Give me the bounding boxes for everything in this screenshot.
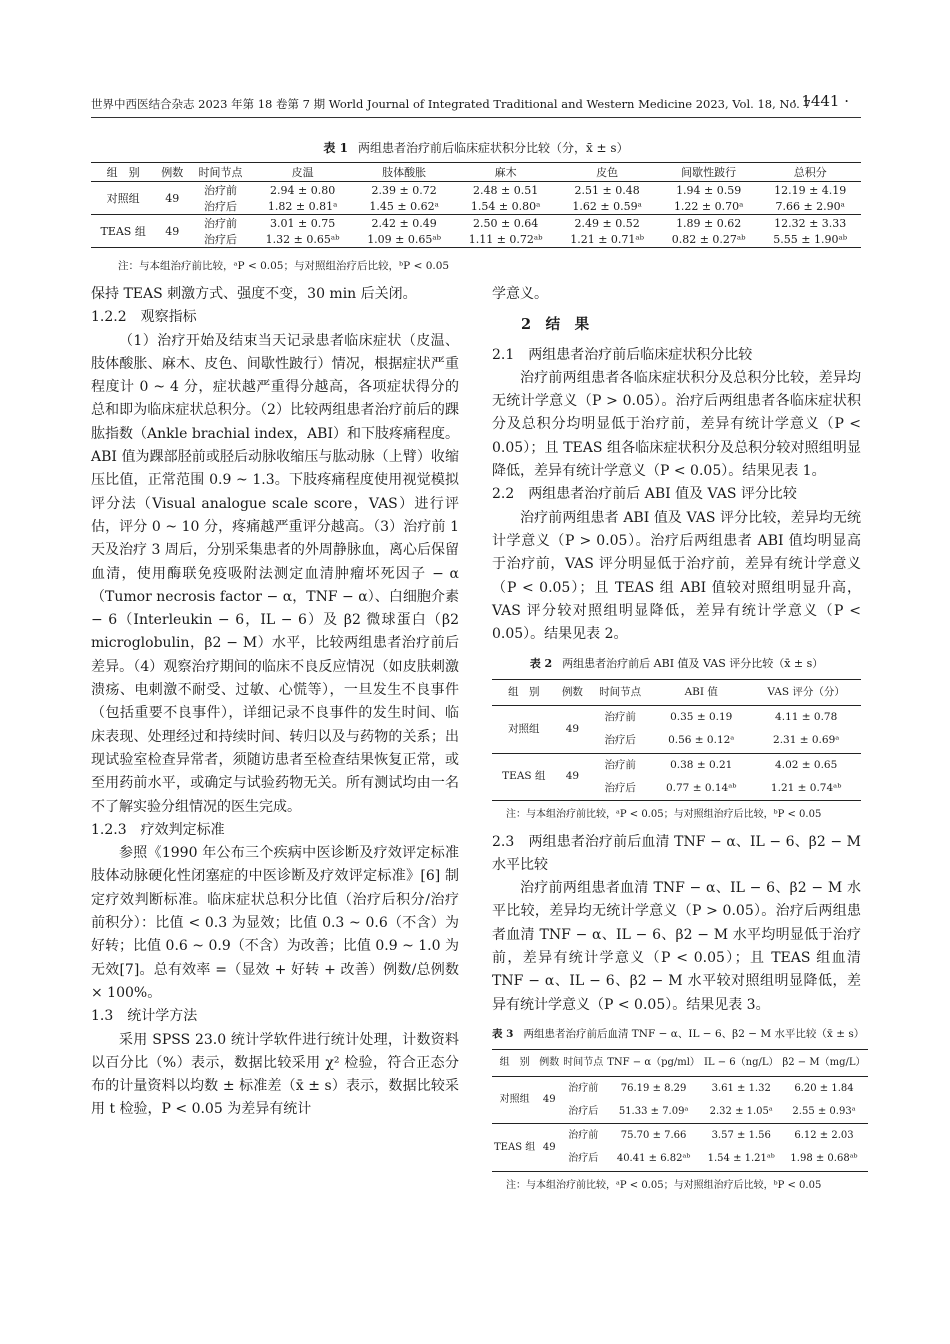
table1-note: 注：与本组治疗前比较，ᵃP < 0.05；与对照组治疗后比较，ᵇP < 0.05 [118, 260, 450, 272]
time-point: 治疗前 [568, 1130, 599, 1142]
section-heading: 1.2.3 疗效判定标准 [91, 821, 225, 838]
cell-value: 7.66 ± 2.90ᵃ [759, 198, 861, 215]
cell-value: 2.94 ± 0.80 [270, 183, 336, 197]
running-header [91, 92, 861, 118]
cell-value: 1.45 ± 0.62ᵃ [353, 198, 455, 215]
table1-header-cell: 麻木 [455, 163, 557, 182]
group-n: 49 [537, 1124, 561, 1172]
cell-value: 2.51 ± 0.48 [574, 183, 640, 197]
cell-value: 51.33 ± 7.09ᵃ [605, 1100, 702, 1124]
group-name: TEAS 组 [492, 753, 556, 801]
cell-value: 2.48 ± 0.51 [473, 183, 539, 197]
cell-value: 0.38 ± 0.21 [670, 758, 733, 771]
table-row [91, 198, 861, 215]
time-point: 治疗后 [561, 1147, 605, 1171]
cell-value: 0.56 ± 0.12ᵃ [651, 729, 751, 753]
group-name: 对照组 [492, 706, 556, 754]
group-name: 对照组 [492, 1076, 537, 1124]
cell-value: 1.82 ± 0.81ᵃ [252, 198, 354, 215]
table1-header-cell: 皮色 [556, 163, 658, 182]
left-column [91, 283, 459, 1122]
paragraph: 采用 SPSS 23.0 统计学软件进行统计处理，计数资料以百分比（%）表示，数据比较采用 χ² 检验，符合正态分布的计量资料以均数 ± 标准差（x̄ ± s）表示，数据比较采用 t 检验，P < 0.05 为差异有统计 [91, 1031, 459, 1118]
table2-header-cell: VAS 评分（分） [751, 679, 861, 705]
right-column [492, 283, 866, 1201]
cell-value: 2.50 ± 0.64 [473, 216, 539, 230]
table-row [492, 753, 861, 777]
table3-header-cell: 时间节点 [561, 1050, 605, 1076]
section-heading: 2.3 两组患者治疗前后血清 TNF − α、IL − 6、β2 − M 水平比较 [492, 833, 861, 873]
paragraph: 治疗前两组患者 ABI 值及 VAS 评分比较，差异均无统计学意义（P > 0.05）。治疗后两组患者 ABI 值均明显高于治疗前，VAS 评分明显低于治疗前，差异有统计学意义（P < 0.05）；且 TEAS 组 ABI 值较对照组明显升高，VAS 评分较对照组明显降低，差异有统计学意义（P < 0.05）。结果见表 2。 [492, 509, 861, 643]
cell-value: 3.61 ± 1.32 [711, 1082, 771, 1094]
cell-value: 2.55 ± 0.93ᵃ [780, 1100, 867, 1124]
table2-header-cell: 时间节点 [589, 679, 651, 705]
table1 [91, 162, 861, 248]
group-name: TEAS 组 [492, 1124, 537, 1172]
table1-header-cell: 总积分 [759, 163, 861, 182]
paragraph: 治疗前两组患者血清 TNF − α、IL − 6、β2 − M 水平比较，差异均无统计学意义（P > 0.05）。治疗后两组患者血清 TNF − α、IL − 6、β2 − M 水平均明显低于治疗前，差异有统计学意义（P < 0.05）；且 TEAS 组血清 TNF − α、IL − 6、β2 − M 水平较对照组明显降低，差异有统计学意义（P < 0.05）。结果见表 3。 [492, 880, 861, 1013]
table2-header-row [492, 679, 861, 705]
table-row [91, 182, 861, 199]
cell-value: 3.57 ± 1.56 [711, 1130, 771, 1142]
journal-header: 世界中西医结合杂志 2023 年第 18 卷第 7 期 World Journal of Integrated Traditional and Western Medicine 2023, Vol. 18, No. 7 [91, 97, 811, 111]
table-row [91, 215, 861, 232]
time-point: 治疗后 [561, 1100, 605, 1124]
cell-value: 12.32 ± 3.33 [774, 216, 847, 230]
cell-value: 6.20 ± 1.84 [794, 1082, 854, 1094]
table-row [91, 231, 861, 248]
group-n: 49 [556, 706, 590, 754]
cell-value: 12.19 ± 4.19 [774, 183, 847, 197]
section-heading: 2 结 果 [521, 316, 590, 334]
time-point: 治疗后 [589, 729, 651, 753]
cell-value: 1.11 ± 0.72ᵃᵇ [455, 231, 557, 248]
table3 [492, 1049, 868, 1171]
table1-header-row [91, 163, 861, 182]
table1-header-cell: 组 别 [91, 163, 155, 182]
page-number: · 1441 · [791, 92, 849, 110]
group-n: 49 [155, 182, 189, 215]
cell-value: 6.12 ± 2.03 [794, 1130, 854, 1142]
table2-header-cell: ABI 值 [651, 679, 751, 705]
table2 [492, 679, 861, 801]
cell-value: 1.54 ± 1.21ᵃᵇ [702, 1147, 781, 1171]
time-point: 治疗前 [204, 217, 238, 230]
table3-header-cell: β2 − M（mg/L） [780, 1050, 867, 1076]
paragraph: 治疗前两组患者各临床症状积分及总积分比较，差异均无统计学意义（P > 0.05）。治疗后两组患者各临床症状积分及总积分均明显低于治疗前，差异有统计学意义（P < 0.05）；且 TEAS 组各临床症状积分及总积分较对照组明显降低，差异有统计学意义（P < 0.05）。结果见表 1。 [492, 369, 861, 480]
table2-note: 注：与本组治疗前比较，ᵃP < 0.05；与对照组治疗后比较，ᵇP < 0.05 [506, 809, 822, 821]
time-point: 治疗前 [204, 184, 238, 197]
group-name: TEAS 组 [91, 215, 155, 248]
section-heading: 2.2 两组患者治疗前后 ABI 值及 VAS 评分比较 [492, 486, 797, 503]
table3-caption [492, 1023, 865, 1046]
table2-header-cell: 例数 [556, 679, 590, 705]
cell-value: 0.82 ± 0.27ᵃᵇ [658, 231, 760, 248]
table3-header-row [492, 1050, 868, 1076]
cell-value: 1.32 ± 0.65ᵃᵇ [252, 231, 354, 248]
cell-value: 2.49 ± 0.52 [574, 216, 640, 230]
table1-label: 表 1 [323, 141, 348, 155]
paragraph: （1）治疗开始及结束当天记录患者临床症状（皮温、肢体酸胀、麻木、皮色、间歇性跛行）情况，根据症状严重程度计 0 ~ 4 分，症状越严重得分越高，各项症状得分的总和即为临床症状总积分。（2）比较两组患者治疗前后的踝肱指数（Ankle brachial index，ABI）和下肢疼痛程度。ABI 值为踝部胫前或胫后动脉收缩压与肱动脉（上臂）收缩压比值，正常范围 0.9 ~ 1.3。下肢疼痛程度使用视觉模拟评分法（Visual analogue scale score，VAS）进行评估，评分 0 ~ 10 分，疼痛越严重评分越高。（3）治疗前 1 天及治疗 3 周后，分别采集患者的外周静脉血，离心后保留血清，使用酶联免疫吸附法测定血清肿瘤坏死因子 − α（Tumor necrosis factor − α，TNF − α）、白细胞介素 − 6（Interleukin − 6，IL − 6）及 β2 微球蛋白（β2 microglobulin，β2 − M）水平，比较两组患者治疗前后差异。（4）观察治疗期间的临床不良反应情况（如皮肤刺激溃疡、电刺激不耐受、过敏、心慌等），一旦发生不良事件（包括重要不良事件），详细记录不良事件的发生时间、临床表现、处理经过和持续时间、转归以及与药物的关系；出现试验室检查异常者，须随访患者至检查结果恢复正常，或至用药前水平，或确定与试验药物无关。所有测试均由一名不了解实验分组情况的医生完成。 [91, 332, 459, 815]
time-point: 治疗前 [568, 1082, 599, 1094]
paragraph: 保持 TEAS 刺激方式、强度不变，30 min 后关闭。 [91, 286, 417, 302]
cell-value: 1.21 ± 0.74ᵃᵇ [751, 777, 861, 801]
cell-value: 2.31 ± 0.69ᵃ [751, 729, 861, 753]
paragraph: 学意义。 [492, 286, 548, 302]
table1-header-cell: 例数 [155, 163, 189, 182]
group-n: 49 [556, 753, 590, 801]
cell-value: 1.94 ± 0.59 [676, 183, 742, 197]
table2-header-cell: 组 别 [492, 679, 556, 705]
section-heading: 1.2.2 观察指标 [91, 309, 197, 326]
cell-value: 2.42 ± 0.49 [371, 216, 437, 230]
paragraph: 参照《1990 年公布三个疾病中医诊断及疗效评定标准肢体动脉硬化性闭塞症的中医诊断及疗效评定标准》[6] 制定疗效判断标准。临床症状总积分比值（治疗后积分/治疗前积分）：比值 < 0.3 为显效；比值 0.3 ~ 0.6（不含）为好转；比值 0.6 ~ 0.9（不含）为改善；比值 0.9 ~ 1.0 为无效[7]。总有效率 =（显效 + 好转 + 改善）例数/总例数 × 100%。 [91, 845, 459, 1001]
cell-value: 3.01 ± 0.75 [270, 216, 336, 230]
table1-caption [91, 139, 861, 156]
section-heading: 2.1 两组患者治疗前后临床症状积分比较 [492, 346, 753, 363]
table3-title: 两组患者治疗前后血清 TNF − α、IL − 6、β2 − M 水平比较（x̄ ± s） [523, 1027, 865, 1040]
cell-value: 40.41 ± 6.82ᵃᵇ [605, 1147, 702, 1171]
cell-value: 4.11 ± 0.78 [775, 711, 838, 724]
cell-value: 75.70 ± 7.66 [620, 1130, 687, 1142]
cell-value: 1.09 ± 0.65ᵃᵇ [353, 231, 455, 248]
table1-header-cell: 肢体酸胀 [353, 163, 455, 182]
cell-value: 1.22 ± 0.70ᵃ [658, 198, 760, 215]
table3-header-cell: 组 别 [492, 1050, 537, 1076]
cell-value: 2.39 ± 0.72 [371, 183, 437, 197]
cell-value: 1.62 ± 0.59ᵃ [556, 198, 658, 215]
table2-caption [492, 652, 861, 675]
table2-label: 表 2 [529, 657, 553, 671]
cell-value: 0.35 ± 0.19 [670, 711, 733, 724]
table1-header-cell: 皮温 [252, 163, 354, 182]
table3-block [492, 1023, 866, 1197]
table-row [492, 706, 861, 730]
table1-title: 两组患者治疗前后临床症状积分比较（分，x̄ ± s） [357, 141, 629, 155]
table3-header-cell: 例数 [537, 1050, 561, 1076]
table3-header-cell: TNF − α（pg/ml） [605, 1050, 702, 1076]
table1-header-cell: 时间节点 [189, 163, 252, 182]
table3-label: 表 3 [492, 1027, 514, 1040]
cell-value: 76.19 ± 8.29 [620, 1082, 687, 1094]
time-point: 治疗后 [589, 777, 651, 801]
group-n: 49 [155, 215, 189, 248]
cell-value: 1.21 ± 0.71ᵃᵇ [556, 231, 658, 248]
time-point: 治疗后 [189, 231, 252, 248]
table-row [492, 1076, 868, 1100]
table3-header-cell: IL − 6（ng/L） [702, 1050, 781, 1076]
group-n: 49 [537, 1076, 561, 1124]
table1-header-cell: 间歇性跛行 [658, 163, 760, 182]
cell-value: 4.02 ± 0.65 [775, 758, 838, 771]
section-heading: 1.3 统计学方法 [91, 1008, 198, 1025]
group-name: 对照组 [91, 182, 155, 215]
cell-value: 5.55 ± 1.90ᵃᵇ [759, 231, 861, 248]
cell-value: 2.32 ± 1.05ᵃ [702, 1100, 781, 1124]
table3-note: 注：与本组治疗前比较，ᵃP < 0.05；与对照组治疗后比较，ᵇP < 0.05 [506, 1179, 822, 1191]
table2-block [492, 652, 861, 826]
time-point: 治疗前 [604, 758, 636, 771]
table-row [492, 1124, 868, 1148]
cell-value: 1.98 ± 0.68ᵃᵇ [780, 1147, 867, 1171]
time-point: 治疗后 [189, 198, 252, 215]
cell-value: 0.77 ± 0.14ᵃᵇ [651, 777, 751, 801]
cell-value: 1.89 ± 0.62 [676, 216, 742, 230]
table2-title: 两组患者治疗前后 ABI 值及 VAS 评分比较（x̄ ± s） [562, 657, 824, 671]
cell-value: 1.54 ± 0.80ᵃ [455, 198, 557, 215]
time-point: 治疗前 [604, 711, 636, 724]
